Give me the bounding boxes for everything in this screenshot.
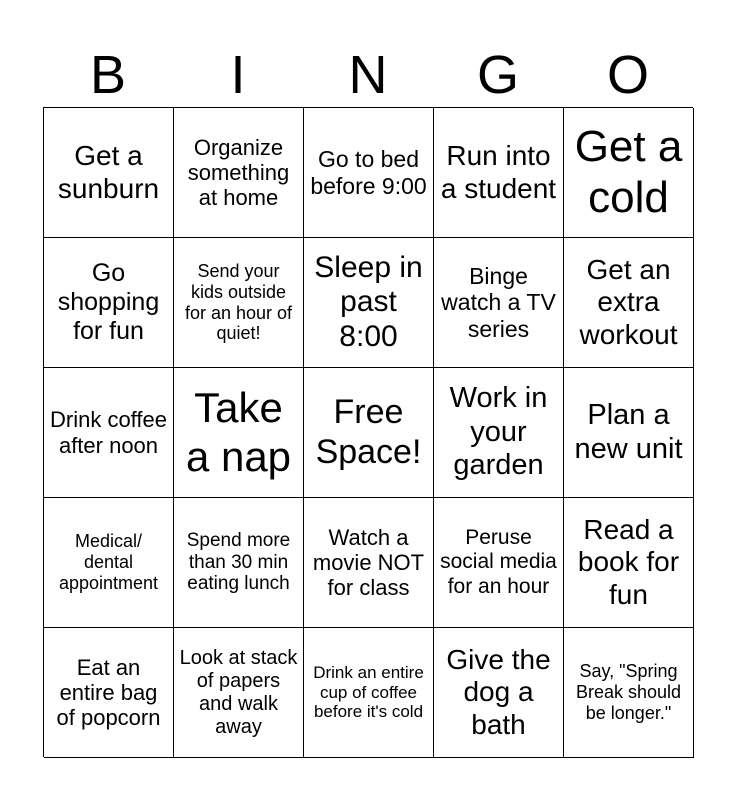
bingo-cell[interactable]: Look at stack of papers and walk away — [174, 628, 304, 758]
bingo-cell[interactable]: Watch a movie NOT for class — [304, 498, 434, 628]
header-letter-n: N — [348, 45, 388, 105]
bingo-cell[interactable]: Give the dog a bath — [434, 628, 564, 758]
bingo-cell[interactable]: Eat an entire bag of popcorn — [44, 628, 174, 758]
bingo-cell[interactable]: Go to bed before 9:00 — [304, 108, 434, 238]
bingo-cell[interactable]: Plan a new unit — [564, 368, 694, 498]
bingo-cell[interactable]: Binge watch a TV series — [434, 238, 564, 368]
bingo-cell[interactable]: Organize something at home — [174, 108, 304, 238]
bingo-cell[interactable]: Say, "Spring Break should be longer." — [564, 628, 694, 758]
header-letter-o: O — [606, 45, 649, 105]
bingo-cell[interactable]: Read a book for fun — [564, 498, 694, 628]
bingo-cell[interactable]: Get a sunburn — [44, 108, 174, 238]
bingo-cell[interactable]: Work in your garden — [434, 368, 564, 498]
bingo-header — [43, 44, 693, 106]
bingo-cell[interactable]: Spend more than 30 min eating lunch — [174, 498, 304, 628]
bingo-cell[interactable]: Medical/ dental appointment — [44, 498, 174, 628]
bingo-board — [43, 107, 693, 757]
bingo-cell[interactable]: Send your kids outside for an hour of quiet! — [174, 238, 304, 368]
free-space-cell[interactable]: Free Space! — [304, 368, 434, 498]
header-letter-i: I — [230, 45, 246, 105]
bingo-cell[interactable]: Run into a student — [434, 108, 564, 238]
bingo-cell[interactable]: Peruse social media for an hour — [434, 498, 564, 628]
bingo-cell[interactable]: Get a cold — [564, 108, 694, 238]
bingo-cell[interactable]: Go shopping for fun — [44, 238, 174, 368]
header-letter-b: B — [89, 45, 127, 105]
header-letter-g: G — [476, 45, 519, 105]
bingo-cell[interactable]: Get an extra workout — [564, 238, 694, 368]
bingo-cell[interactable]: Sleep in past 8:00 — [304, 238, 434, 368]
bingo-cell[interactable]: Drink coffee after noon — [44, 368, 174, 498]
bingo-cell[interactable]: Take a nap — [174, 368, 304, 498]
bingo-cell[interactable]: Drink an entire cup of coffee before it's cold — [304, 628, 434, 758]
